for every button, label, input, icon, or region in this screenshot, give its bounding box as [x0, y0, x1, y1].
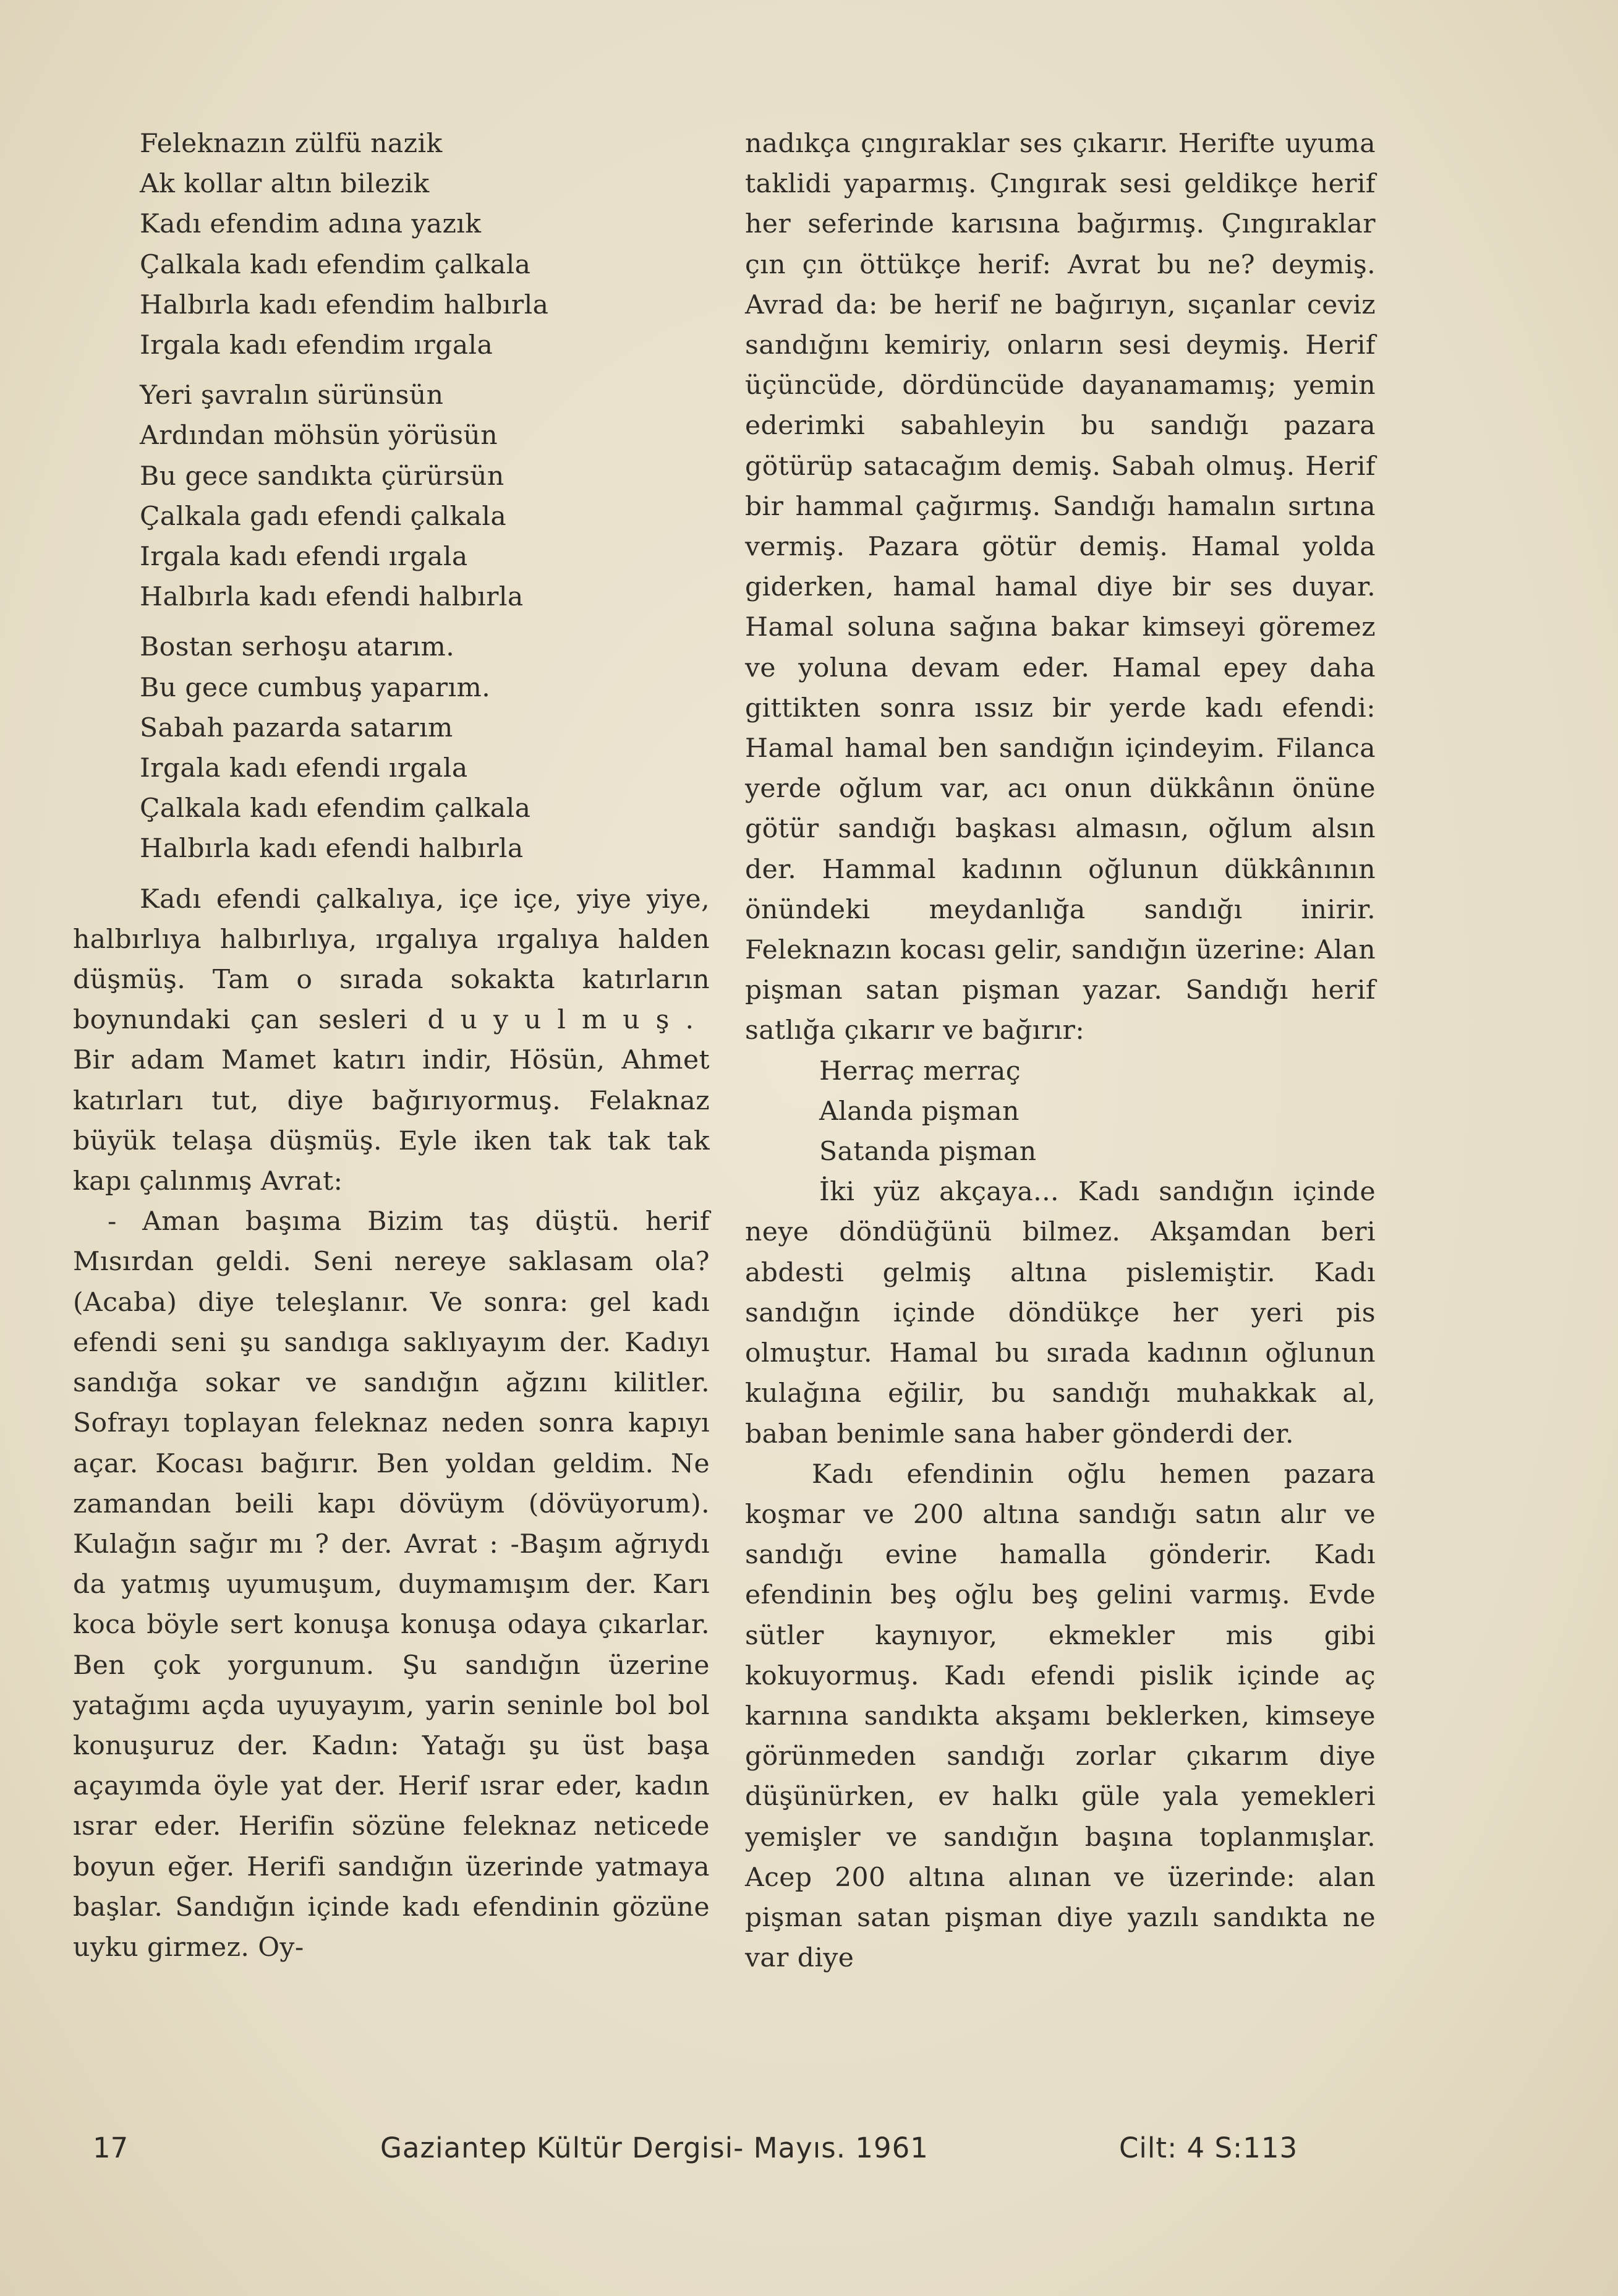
verse-line: Bu gece sandıkta çürürsün: [140, 461, 505, 492]
verse-line: Halbırla kadı efendim halbırla: [140, 289, 549, 320]
paragraph-kadi-oglu: Kadı efendinin oğlu hemen pazara koşmar ve 200 altına sandığı satın alır ve sandığı evine hamalla gönderir. Kadı efendinin beş oğlu beş gelini varmış. Evde sütler kaynıyor, ekmekler mis gibi kokuyormuş. Kadı efendi pislik içinde aç karnına sandıkta akşamı beklerken, kimseye görünmeden sandığı zorlar çıkarım diye düşünürken, ev halkı güle yala yemekleri yemişler ve sandığın başına toplanmışlar. Acep 200 altına alınan ve üzerinde: alan pişman satan pişman diye yazılı sandıkta ne var diye: [745, 1459, 1376, 1974]
paragraph-aman: - Aman başıma Bizim taş düştü. herif Mısırdan geldi. Seni nereye saklasam ola? (Acaba) diye teleşlanır. Ve sonra: gel kadı efendi seni şu sandıga saklıyayım der. Kadıyı sandığa sokar ve sandığın ağzını kilitler. Sofrayı toplayan feleknaz neden sonra kapıyı açar. Kocası bağırır. Ben yoldan geldim. Ne zamandan beili kapı dövüym (dövüyorum). Kulağın sağır mı ? der. Avrat : -Başım ağrıydı da yatmış uyumuşum, duymamışım der. Karı koca böyle sert konuşa konuşa odaya çıkarlar. Ben çok yorgunum. Şu sandığın üzerine yatağımı açda uyuyayım, yarin seninle bol bol konuşuruz der. Kadın: Yatağı şu üst başa açayımda öyle yat der. Herif ısrar eder, kadın ısrar eder. Herifin sözüne feleknaz neticede boyun eğer. Herifi sandığın üzerinde yatmaya başlar. Sandığın içinde kadı efendinin gözüne uyku girmez. Oy-: [73, 1206, 710, 1963]
verse-stanza-3: [73, 627, 710, 869]
verse-line: Halbırla kadı efendi halbırla: [140, 582, 524, 613]
paragraph-text: Bir adam Mamet katırı indir, Hösün, Ahmet katırları tut, diye bağırıyormuş. Felaknaz büyük telaşa düşmüş. Eyle iken tak tak tak kapı çalınmış Avrat:: [73, 1045, 710, 1197]
cry-line: Herraç merraç: [819, 1056, 1021, 1086]
spaced-word: duyulmuş.: [427, 1005, 710, 1036]
verse-line: Halbırla kadı efendi halbırla: [140, 834, 524, 864]
magazine-title: Gaziantep Kültür Dergisi- Mayıs. 1961: [380, 2132, 929, 2164]
verse-line: Ardından möhsün yörüsün: [140, 420, 498, 451]
paragraph-cingiraklar: nadıkça çıngıraklar ses çıkarır. Herifte uyuma taklidi yaparmış. Çıngırak sesi geldikçe herif her seferinde karısına bağırmış. Çıngıraklar çın çın öttükçe herif: Avrat bu ne? deymiş. Avrad da: be herif ne bağırıyn, sıçanlar ceviz sandığını kemiriy, onların sesi deymiş. Herif üçüncüde, dördüncüde dayanamamış; yemin ederimki sabahleyin bu sandığı pazara götürüp satacağım demiş. Sabah olmuş. Herif bir hammal çağırmış. Sandığı hamalın sırtına vermiş. Pazara götür demiş. Hamal yolda giderken, hamal hamal diye bir ses duyar. Hamal soluna sağına bakar kimseyi göremez ve yoluna devam eder. Hamal epey daha gittikten sonra ıssız bir yerde kadı efendi: Hamal hamal ben sandığın içindeyim. Filanca yerde oğlum var, acı onun dükkânın önüne götür sandığı başkası almasın, oğlum alsın der. Hammal kadının oğlunun dükkânının önündeki meydanlığa sandığı inirir. Feleknazın kocası gelir, sandığın üzerine: Alan pişman satan pişman yazar. Sandığı herif satlığa çıkarır ve bağırır:: [745, 129, 1376, 1046]
volume-issue: Cilt: 4 S:113: [1119, 2132, 1298, 2164]
verse-line: Sabah pazarda satarım: [140, 712, 453, 743]
verse-line: Ak kollar altın bilezik: [140, 169, 430, 200]
paragraph-text: Kadı efendi çalkalıya, içe içe, yiye yiye, halbırlıya halbırlıya, ırgalıya ırgalıya halden düşmüş. Tam o sırada sokakta katırların boynundaki çan sesleri: [73, 884, 710, 1036]
verse-stanza-2: [73, 375, 710, 617]
right-column: [745, 124, 1376, 1978]
page-number: 17: [93, 2132, 129, 2164]
verse-line: Irgala kadı efendim ırgala: [140, 330, 493, 361]
verse-line: Çalkala kadı efendim çalkala: [140, 249, 531, 280]
verse-line: Feleknazın zülfü nazik: [140, 129, 443, 159]
cry-line: Satanda pişman: [819, 1137, 1037, 1167]
verse-line: Yeri şavralın sürünsün: [140, 380, 444, 411]
verse-stanza-1: [73, 124, 710, 365]
cry-line: Alanda pişman: [819, 1096, 1020, 1127]
verse-line: Irgala kadı efendi ırgala: [140, 542, 468, 573]
verse-line: Kadı efendim adına yazık: [140, 209, 482, 240]
page-footer: [93, 2132, 1329, 2171]
verse-line: Çalkala kadı efendim çalkala: [140, 793, 531, 824]
paragraph-iki-yuz: İki yüz akçaya... Kadı sandığın içinde neye döndüğünü bilmez. Akşamdan beri abdesti gelmiş altına pislemiştir. Kadı sandığın içinde döndükçe her yeri pis olmuştur. Hamal bu sırada kadının oğlunun kulağına eğilir, bu sandığı muhakkak al, baban benimle sana haber gönderdi der.: [745, 1177, 1376, 1449]
auction-cry: [745, 1051, 1376, 1172]
paragraph-kadi-efendi: [73, 879, 710, 1202]
verse-line: Bostan serhoşu atarım.: [140, 632, 455, 663]
verse-line: Çalkala gadı efendi çalkala: [140, 501, 507, 532]
verse-line: Irgala kadı efendi ırgala: [140, 753, 468, 784]
verse-line: Bu gece cumbuş yaparım.: [140, 672, 491, 703]
left-column: [73, 124, 710, 1968]
